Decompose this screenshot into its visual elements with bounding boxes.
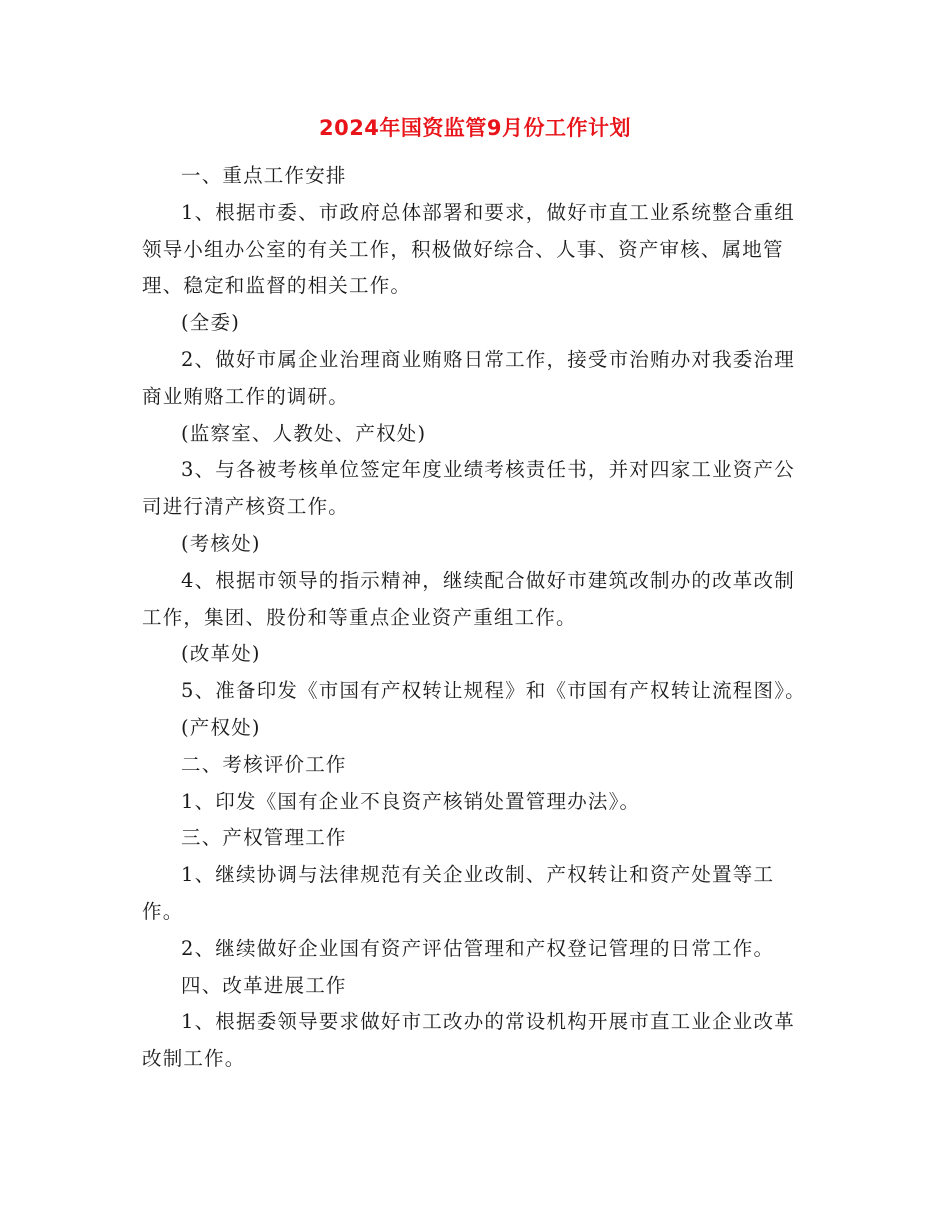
responsible-dept-2: (监察室、人教处、产权处) (181, 421, 427, 445)
paragraph-item-6: 1、印发《国有企业不良资产核销处置管理办法》。 (181, 789, 641, 813)
responsible-dept-1: (全委) (181, 311, 241, 335)
document-body (142, 158, 810, 1078)
responsible-dept-4: (改革处) (181, 642, 261, 666)
section-heading-2: 二、考核评价工作 (181, 752, 347, 776)
responsible-dept-5: (产权处) (181, 715, 261, 739)
responsible-dept-3: (考核处) (181, 531, 261, 555)
paragraph-item-9: 1、根据委领导要求做好市工改办的常设机构开展市直工业企业改革改制工作。 (142, 1010, 795, 1071)
paragraph-item-5: 5、准备印发《市国有产权转让规程》和《市国有产权转让流程图》。 (181, 679, 806, 703)
document-title: 2024年国资监管9月份工作计划 (318, 116, 632, 140)
section-heading-4: 四、改革进展工作 (181, 973, 347, 997)
section-heading-1: 一、重点工作安排 (181, 164, 347, 187)
paragraph-item-3: 3、与各被考核单位签定年度业绩考核责任书，并对四家工业资产公司进行清产核资工作。 (142, 458, 795, 519)
section-heading-3: 三、产权管理工作 (181, 826, 347, 850)
paragraph-item-4: 4、根据市领导的指示精神，继续配合做好市建筑改制办的改革改制工作，集团、股份和等重点企业资产重组工作。 (142, 568, 795, 629)
paragraph-item-2: 2、做好市属企业治理商业贿赂日常工作，接受市治贿办对我委治理商业贿赂工作的调研。 (142, 347, 795, 408)
paragraph-item-8: 2、继续做好企业国有资产评估管理和产权登记管理的日常工作。 (181, 936, 775, 960)
paragraph-item-1: 1、根据市委、市政府总体部署和要求，做好市直工业系统整合重组领导小组办公室的有关工作，积极做好综合、人事、资产审核、属地管理、稳定和监督的相关工作。 (142, 200, 795, 298)
paragraph-item-7: 1、继续协调与法律规范有关企业改制、产权转让和资产处置等工作。 (142, 863, 775, 923)
